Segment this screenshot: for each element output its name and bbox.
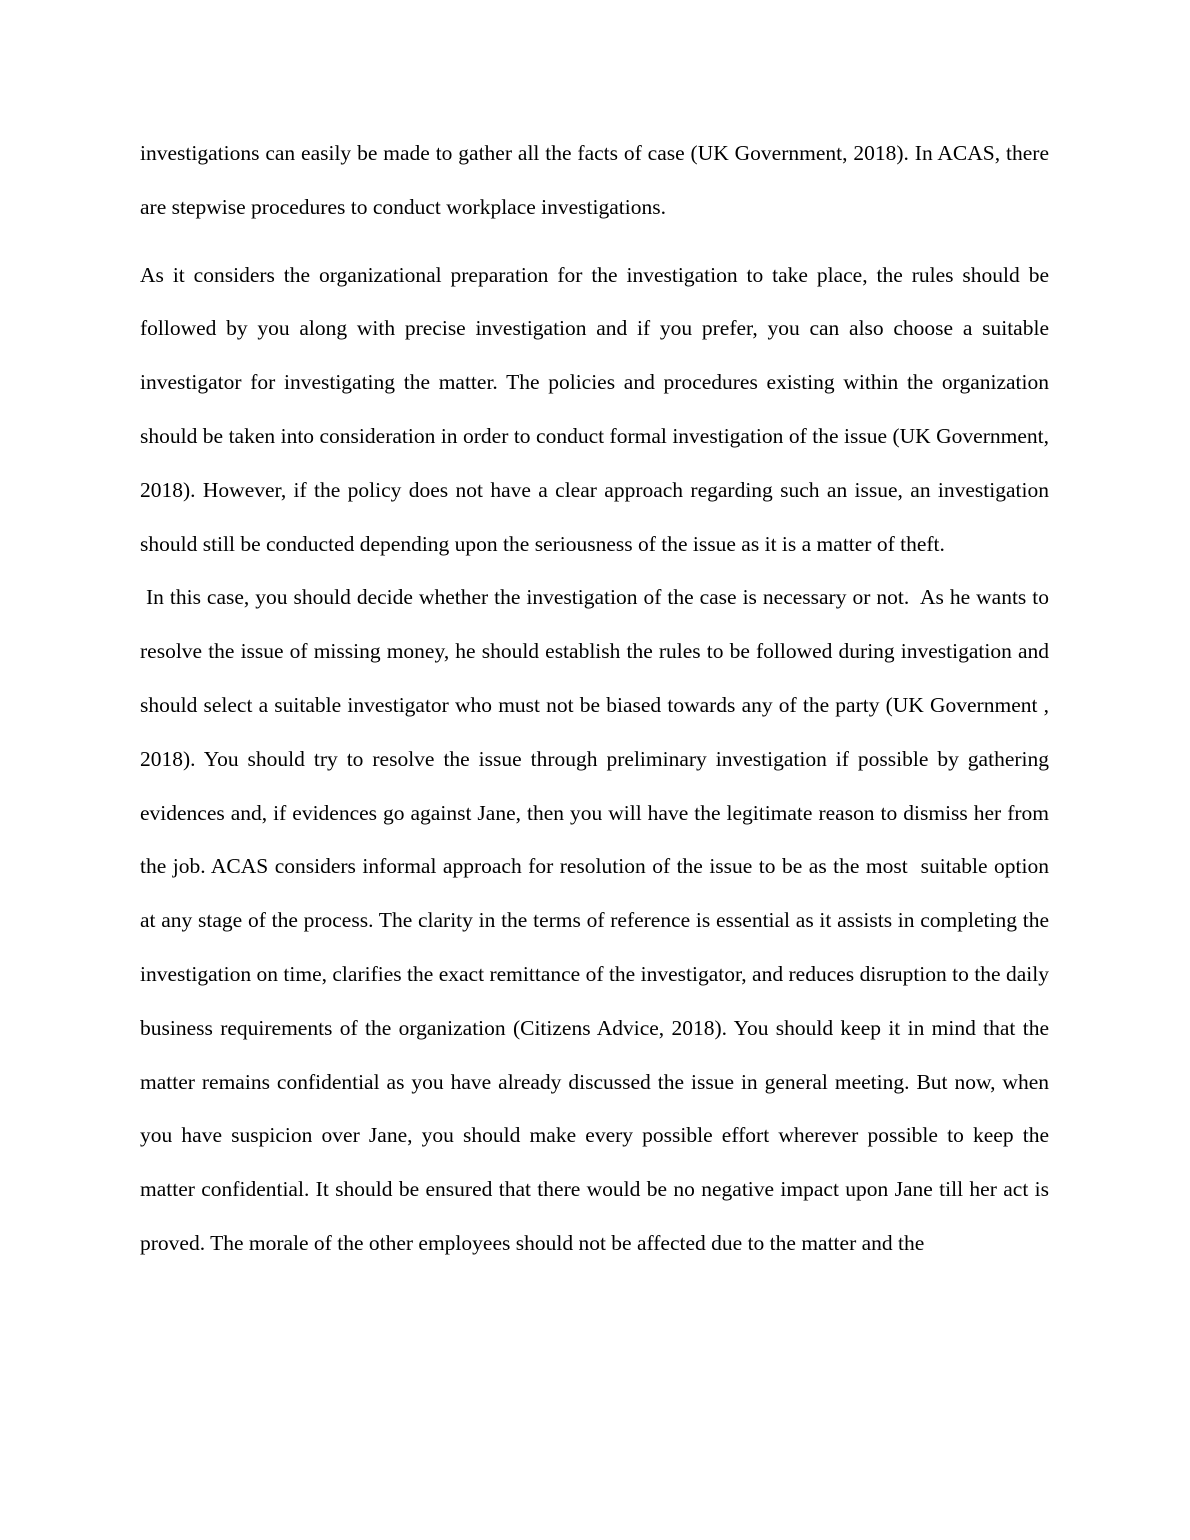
paragraph-2: As it considers the organizational preparation for the investigation to take place, the rules should be followed by you along with precise investigation and if you prefer, you can also choose a suitable investigator for investigating the matter. The policies and procedures existing within the organization should be taken into consideration in order to conduct formal investigation of the issue (UK Government, 2018). However, if the policy does not have a clear approach regarding such an issue, an investigation should still be conducted depending upon the seriousness of the issue as it is a matter of theft. <box>140 262 1049 556</box>
paragraph-1: investigations can easily be made to gather all the facts of case (UK Government, 2018). In ACAS, there are stepwise procedures to conduct workplace investigations. <box>140 141 1049 219</box>
paragraph-3: In this case, you should decide whether the investigation of the case is necessary or not. As he wants to resolve the issue of missing money, he should establish the rules to be followed during investigation and should select a suitable investigator who must not be biased towards any of the party (UK Government , 2018). You should try to resolve the issue through preliminary investigation if possible by gathering evidences and, if evidences go against Jane, then you will have the legitimate reason to dismiss her from the job. ACAS considers informal approach for resolution of the issue to be as the most suitable option at any stage of the process. The clarity in the terms of reference is essential as it assists in completing the investigation on time, clarifies the exact remittance of the investigator, and reduces disruption to the daily business requirements of the organization (Citizens Advice, 2018). You should keep it in mind that the matter remains confidential as you have already discussed the issue in general meeting. But now, when you have suspicion over Jane, you should make every possible effort wherever possible to keep the matter confidential. It should be ensured that there would be no negative impact upon Jane till her act is proved. The morale of the other employees should not be affected due to the matter and the <box>140 585 1055 1255</box>
document-body <box>140 127 1055 1271</box>
